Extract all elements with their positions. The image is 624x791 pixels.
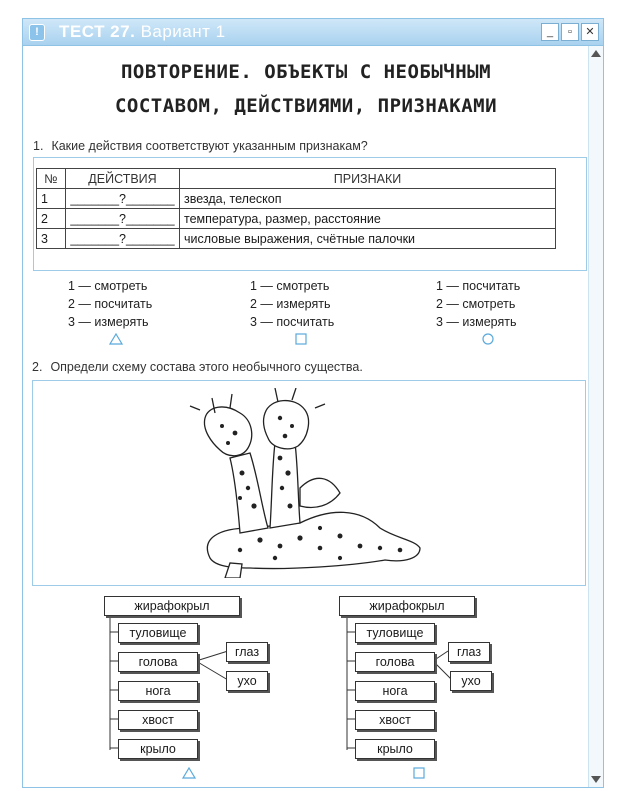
task-2-text: Определи схему состава этого необычного существа. <box>50 360 363 374</box>
option-a-line-1: 1 — смотреть <box>68 279 148 293</box>
scheme-b-part-leg: нога <box>355 681 435 701</box>
row-action-blank[interactable]: _______?_______ <box>66 229 180 249</box>
scheme-a-part-tail: хвост <box>118 710 198 730</box>
close-button[interactable]: ✕ <box>581 23 599 41</box>
row-attributes: звезда, телескоп <box>180 189 556 209</box>
page-title-line-1: ПОВТОРЕНИЕ. ОБЪЕКТЫ С НЕОБЫЧНЫМ <box>120 61 492 83</box>
row-number: 3 <box>37 229 66 249</box>
row-number: 2 <box>37 209 66 229</box>
option-a-line-3: 3 — измерять <box>68 315 149 329</box>
scheme-b-part-torso: туловище <box>355 623 435 643</box>
option-b-line-2: 2 — измерять <box>250 297 331 311</box>
scheme-a-part-wing: крыло <box>118 739 198 759</box>
option-c-line-1: 1 — посчитать <box>436 279 521 293</box>
scheme-a-sub-eye: глаз <box>226 642 268 662</box>
scheme-b-root: жирафокрыл <box>339 596 475 616</box>
scheme-b-sub-eye: глаз <box>448 642 490 662</box>
minimize-button[interactable]: _ <box>541 23 559 41</box>
task-1-text: Какие действия соответствуют указанным признакам? <box>51 139 368 153</box>
scheme-b-part-tail: хвост <box>355 710 435 730</box>
option-a-line-2: 2 — посчитать <box>68 297 153 311</box>
scheme-b-square-marker-icon[interactable] <box>413 767 425 779</box>
scheme-b-sub-ear: ухо <box>450 671 492 691</box>
option-c-line-2: 2 — смотреть <box>436 297 516 311</box>
restore-button[interactable]: ▫ <box>561 23 579 41</box>
header-number: № <box>37 169 66 189</box>
scheme-a-sub-ear: ухо <box>226 671 268 691</box>
scheme-b-part-wing: крыло <box>355 739 435 759</box>
page-title-line-2: СОСТАВОМ, ДЕЙСТВИЯМИ, ПРИЗНАКАМИ <box>114 95 498 117</box>
row-attributes: температура, размер, расстояние <box>180 209 556 229</box>
row-action-blank[interactable]: _______?_______ <box>66 209 180 229</box>
scheme-a-triangle-marker-icon[interactable] <box>182 767 196 779</box>
task-2-number: 2. <box>32 360 43 374</box>
option-c-line-3: 3 — измерять <box>436 315 517 329</box>
scheme-b-part-head: голова <box>355 652 435 672</box>
task-1-number: 1. <box>33 139 44 153</box>
header-attributes: ПРИЗНАКИ <box>180 169 556 189</box>
row-action-blank[interactable]: _______?_______ <box>66 189 180 209</box>
window-subtitle: Вариант 1 <box>140 22 226 41</box>
scheme-a-part-torso: туловище <box>118 623 198 643</box>
option-b-line-1: 1 — смотреть <box>250 279 330 293</box>
scheme-a-root: жирафокрыл <box>104 596 240 616</box>
row-number: 1 <box>37 189 66 209</box>
option-b-line-3: 3 — посчитать <box>250 315 335 329</box>
scheme-a-part-head: голова <box>118 652 198 672</box>
row-attributes: числовые выражения, счётные палочки <box>180 229 556 249</box>
window-icon: ! <box>29 24 45 41</box>
header-actions: ДЕЙСТВИЯ <box>66 169 180 189</box>
window-title-text: ТЕСТ 27. <box>59 22 136 41</box>
scheme-a-part-leg: нога <box>118 681 198 701</box>
